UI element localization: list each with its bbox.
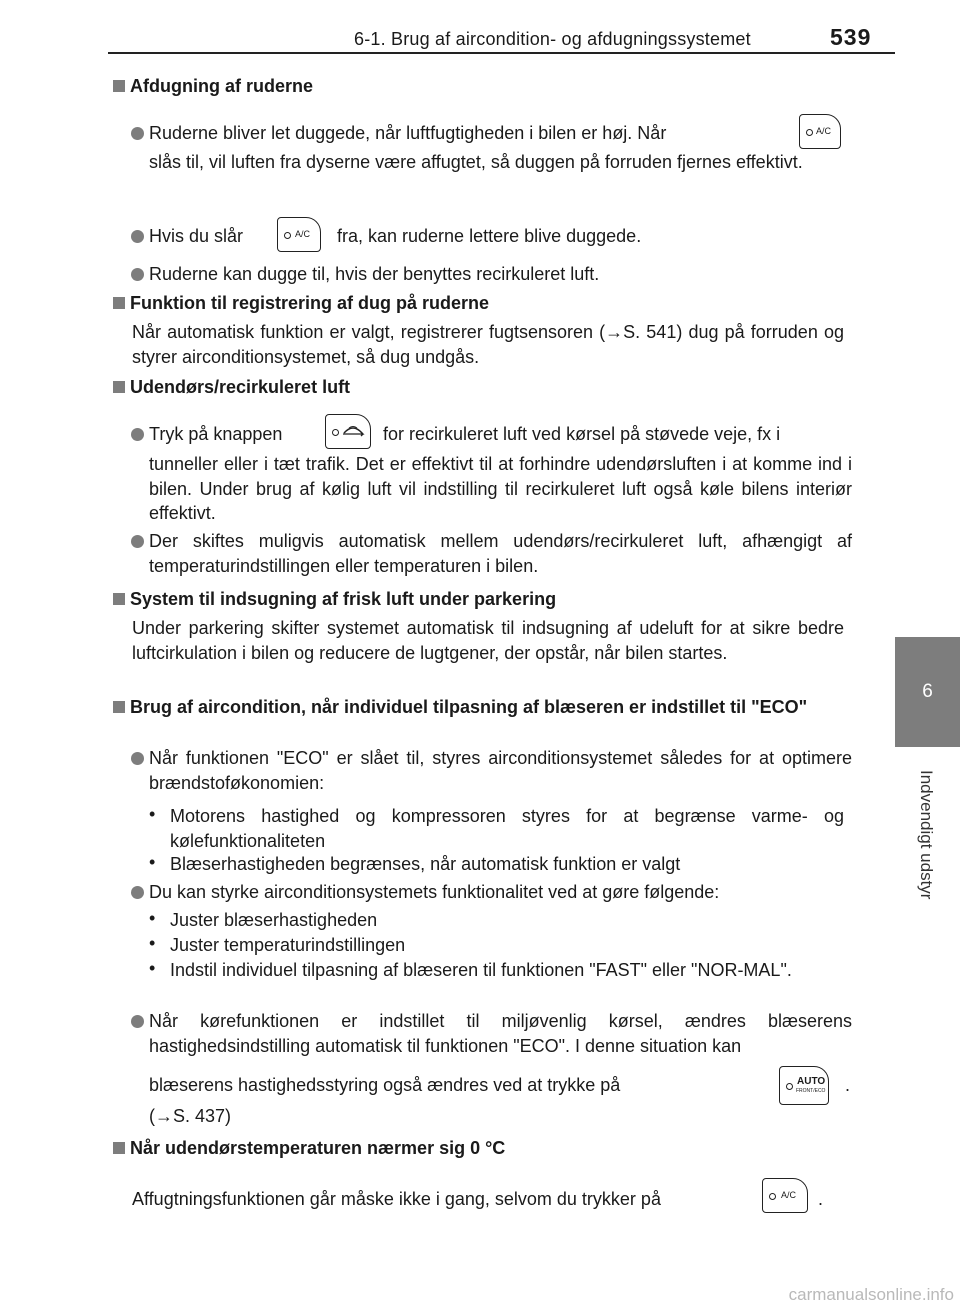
button-sublabel: FRONT/ECO <box>796 1088 826 1094</box>
section-title: Funktion til registrering af dug på ruderne <box>130 293 490 313</box>
paragraph: Når automatisk funktion er valgt, registrerer fugtsensoren (→S. 541) dug på forruden og styrer airconditionsystemet, så dug undgås. <box>132 322 844 367</box>
section-title: Når udendørstemperaturen nærmer sig 0 °C <box>130 1138 506 1158</box>
list-item: Blæserhastigheden begrænses, når automatisk funktion er valgt <box>170 854 681 874</box>
paragraph: Når funktionen "ECO" er slået til, styres airconditionsystemet således for at optimere brændstoføkonomien: <box>149 748 852 793</box>
section-square-icon <box>113 381 125 393</box>
paragraph: for recirkuleret luft ved kørsel på støvede veje, fx i <box>383 424 781 444</box>
paragraph: slås til, vil luften fra dyserne være affugtet, så duggen på forruden fjernes effektivt. <box>149 152 803 172</box>
ac-button-icon <box>762 1178 808 1213</box>
paragraph: . <box>845 1075 851 1095</box>
list-item: Juster temperaturindstillingen <box>170 935 406 955</box>
paragraph: Når kørefunktionen er indstillet til miljøvenlig kørsel, ændres blæserens hastighedsindstilling automatisk til funktionen "ECO". I denne situation kan <box>149 1011 852 1056</box>
button-label: A/C <box>295 229 311 239</box>
section-heading <box>113 587 556 612</box>
section-title: Brug af aircondition, når individuel tilpasning af blæseren er indstillet til "ECO" <box>130 697 808 717</box>
bullet-dot-icon <box>131 268 144 281</box>
chapter-tab: 6 <box>895 637 960 747</box>
paragraph: Ruderne kan dugge til, hvis der benyttes recirkuleret luft. <box>149 264 600 284</box>
page-header-title: 6-1. Brug af aircondition- og afdugningssystemet <box>354 29 751 49</box>
sub-bullet: • <box>149 908 156 928</box>
button-label: AUTO <box>797 1076 826 1087</box>
bullet-dot-icon <box>131 1015 144 1028</box>
paragraph: Under parkering skifter systemet automatisk til indsugning af udeluft for at sikre bedre luftcirkulation i bilen og reducere de lugtgener, der opstår, når bilen startes. <box>132 618 844 663</box>
chapter-label: Indvendigt udstyr <box>917 770 936 900</box>
indicator-light <box>786 1083 793 1090</box>
section-square-icon <box>113 297 125 309</box>
bullet-dot-icon <box>131 127 144 140</box>
recirculation-button-icon <box>325 414 371 449</box>
bullet-dot-icon <box>131 886 144 899</box>
paragraph: . <box>818 1189 824 1209</box>
paragraph: Affugtningsfunktionen går måske ikke i gang, selvom du trykker på <box>132 1189 661 1209</box>
bullet-dot-icon <box>131 428 144 441</box>
section-square-icon <box>113 593 125 605</box>
auto-button-icon <box>779 1066 829 1105</box>
car-recirculation-icon <box>341 424 365 438</box>
section-square-icon <box>113 1142 125 1154</box>
ac-button-icon <box>799 114 841 149</box>
sub-bullet: • <box>149 933 156 953</box>
indicator-light <box>284 232 291 239</box>
list-item: Juster blæserhastigheden <box>170 910 378 930</box>
paragraph: Tryk på knappen <box>149 424 283 444</box>
sub-bullet: • <box>149 852 156 872</box>
section-heading <box>113 375 350 400</box>
paragraph: Du kan styrke airconditionsystemets funktionalitet ved at gøre følgende: <box>149 882 720 902</box>
indicator-light <box>806 129 813 136</box>
paragraph: tunneller eller i tæt trafik. Det er effektivt til at forhindre udendørsluften i at komme ind i bilen. Under brug af kølig luft vil indstilling til recirkuleret luft også køle bilens interiør effektivt. <box>149 454 852 523</box>
paragraph: Ruderne bliver let duggede, når luftfugtigheden i bilen er høj. Når <box>149 123 667 143</box>
paragraph: Der skiftes muligvis automatisk mellem udendørs/recirkuleret luft, afhængigt af temperaturindstillingen eller temperaturen i bilen. <box>149 531 852 576</box>
paragraph: fra, kan ruderne lettere blive duggede. <box>337 226 642 246</box>
list-item: Motorens hastighed og kompressoren styres for at begrænse varme- og kølefunktionaliteten <box>170 806 844 851</box>
section-heading <box>113 695 853 720</box>
indicator-light <box>769 1193 776 1200</box>
section-title: Udendørs/recirkuleret luft <box>130 377 351 397</box>
section-heading <box>113 1136 505 1161</box>
ac-button-icon <box>277 217 321 252</box>
indicator-light <box>332 429 339 436</box>
bullet-dot-icon <box>131 535 144 548</box>
paragraph: Hvis du slår <box>149 226 244 246</box>
button-label: A/C <box>816 126 832 136</box>
list-item: Indstil individuel tilpasning af blæseren til funktionen "FAST" eller "NOR-MAL". <box>170 960 792 980</box>
bullet-dot-icon <box>131 752 144 765</box>
section-title: System til indsugning af frisk luft under parkering <box>130 589 557 609</box>
watermark: carmanualsonline.info <box>788 1285 954 1304</box>
bullet-dot-icon <box>131 230 144 243</box>
paragraph: blæserens hastighedsstyring også ændres ved at trykke på <box>149 1075 621 1095</box>
sub-bullet: • <box>149 804 156 824</box>
page-number: 539 <box>830 24 872 50</box>
button-label: A/C <box>781 1190 797 1200</box>
section-heading <box>113 291 489 316</box>
section-title: Afdugning af ruderne <box>130 76 313 96</box>
section-heading <box>113 74 313 99</box>
page-reference: (→S. 437) <box>149 1106 232 1126</box>
section-square-icon <box>113 80 125 92</box>
section-square-icon <box>113 701 125 713</box>
sub-bullet: • <box>149 958 156 978</box>
